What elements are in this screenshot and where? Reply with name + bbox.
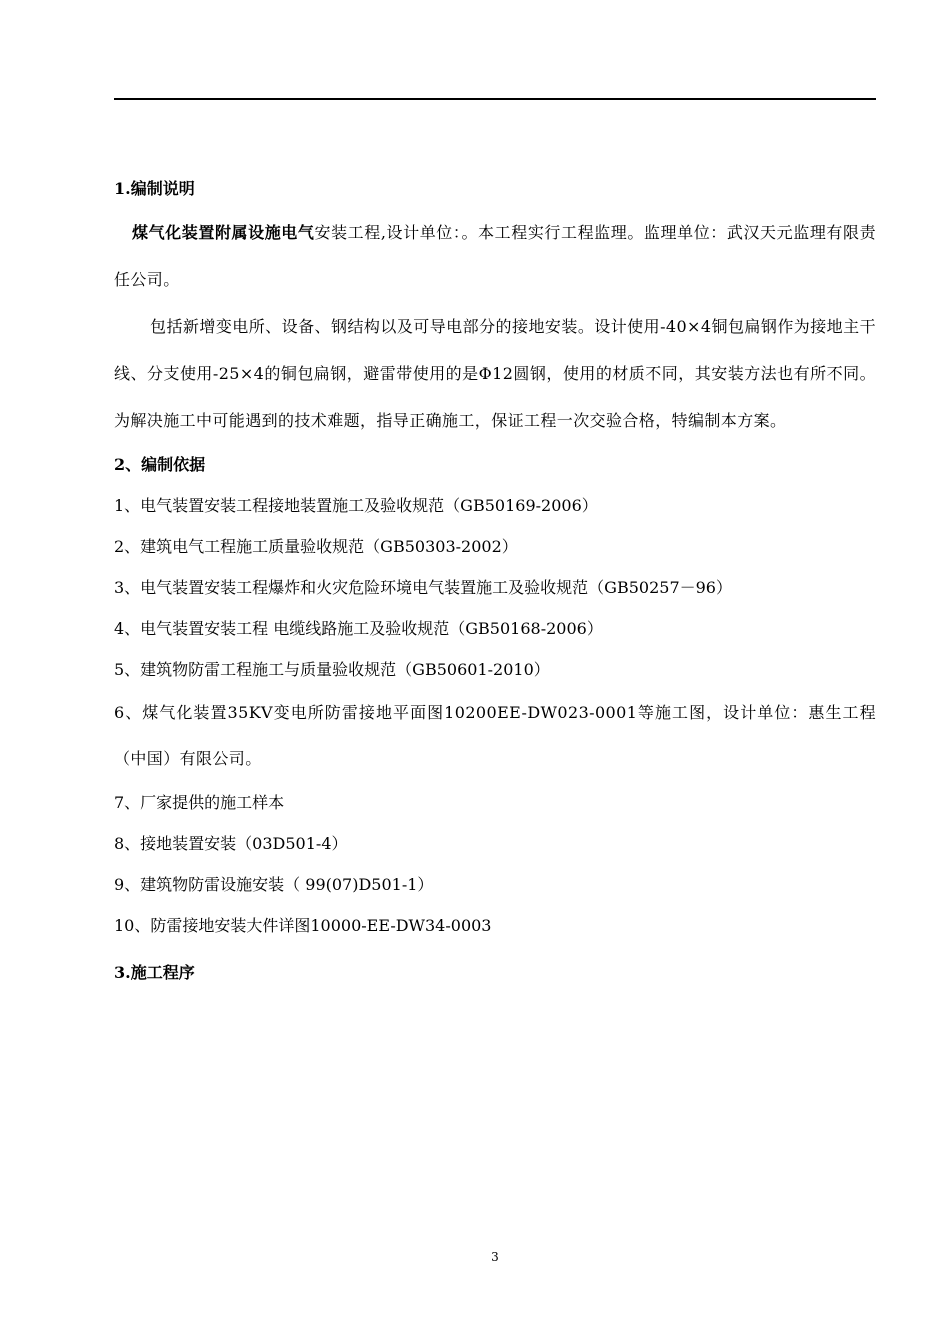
basis-item-10: 10、防雷接地安装大件详图10000-EE-DW34-0003 [114, 916, 492, 935]
header-rule [114, 98, 876, 100]
paragraph-1-text: 安装工程,设计单位：。本工程实行工程监理。监理单位：武汉天元监理有限责任公司。 [114, 223, 876, 289]
basis-item-7: 7、厂家提供的施工样本 [114, 793, 285, 812]
section-1-paragraph-2: 包括新增变电所、设备、钢结构以及可导电部分的接地安装。设计使用-40×4铜包扁钢作为接地主干线、分支使用-25×4的铜包扁钢，避雷带使用的是Φ12圆钢，使用的材质不同，其安装方法也有所不同。为解决施工中可能遇到的技术难题，指导正确施工，保证工程一次交验合格，特编制本方案。 [114, 317, 876, 430]
section-3-heading: 3.施工程序 [114, 963, 195, 982]
document-body [114, 168, 876, 993]
basis-item-8: 8、接地装置安装（03D501-4） [114, 834, 348, 853]
basis-item-9: 9、建筑物防雷设施安装（ 99(07)D501-1） [114, 875, 434, 894]
basis-item-5: 5、建筑物防雷工程施工与质量验收规范（GB50601-2010） [114, 660, 550, 679]
page-number: 3 [491, 1250, 499, 1264]
section-1-heading: 1.编制说明 [114, 179, 195, 198]
basis-item-3: 3、电气装置安装工程爆炸和火灾危险环境电气装置施工及验收规范（GB50257－96） [114, 578, 732, 597]
basis-item-4: 4、电气装置安装工程 电缆线路施工及验收规范（GB50168-2006） [114, 619, 603, 638]
section-1-paragraph-1 [114, 209, 876, 303]
basis-item-2: 2、建筑电气工程施工质量验收规范（GB50303-2002） [114, 537, 518, 556]
basis-item-1: 1、电气装置安装工程接地装置施工及验收规范（GB50169-2006） [114, 496, 598, 515]
section-2-heading: 2、编制依据 [114, 455, 206, 474]
basis-item-6: 6、煤气化装置35KV变电所防雷接地平面图10200EE-DW023-0001等施工图，设计单位：惠生工程（中国）有限公司。 [114, 703, 876, 768]
project-name: 煤气化装置附属设施电气 [132, 223, 315, 242]
